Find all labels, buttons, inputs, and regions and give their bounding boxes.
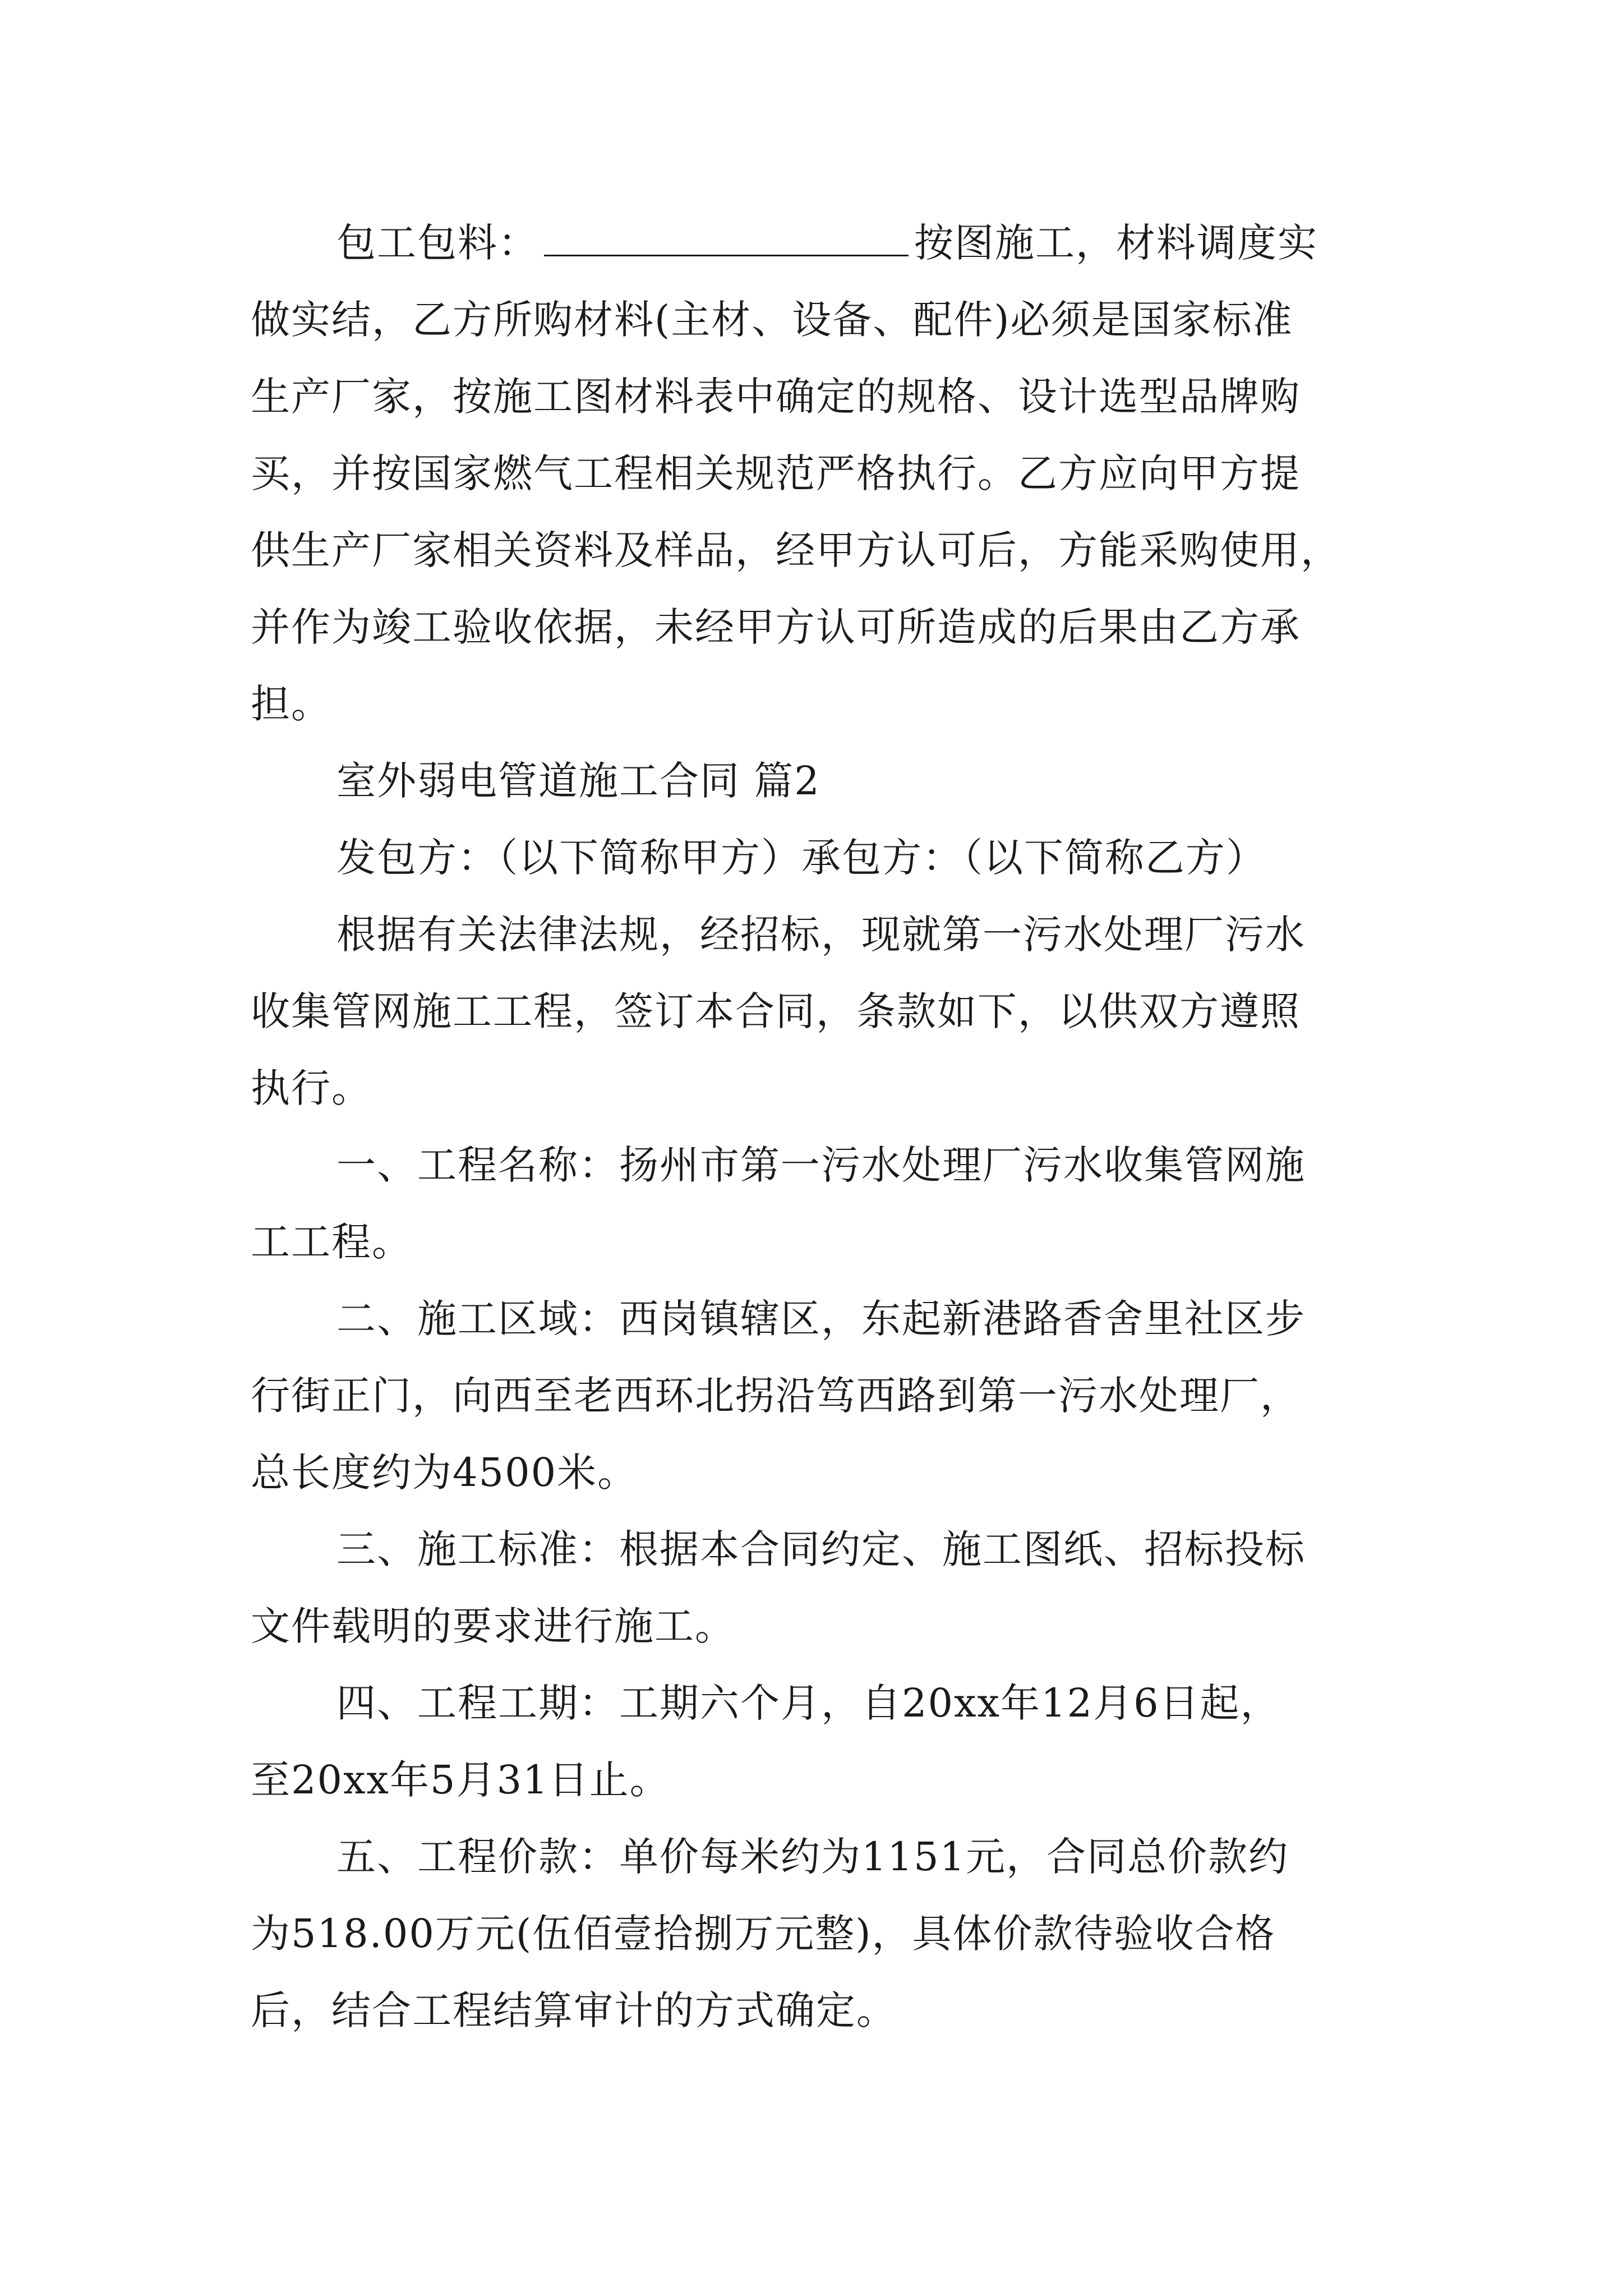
- clause-3-line-2: 文件载明的要求进行施工。: [251, 1603, 735, 1649]
- section-title: 室外弱电管道施工合同 篇2: [336, 758, 820, 804]
- clause-5-line-3: 后，结合工程结算审计的方式确定。: [251, 1987, 897, 2033]
- clause-2-line-1: 二、施工区域：西岗镇辖区，东起新港路香舍里社区步: [336, 1296, 1306, 1342]
- intro-line-3: 执行。: [251, 1065, 372, 1111]
- material-label: 包工包料：: [336, 220, 538, 266]
- paragraph-1-line-2: 做实结，乙方所购材料(主材、设备、配件)必须是国家标准: [251, 297, 1293, 343]
- clause-4-line-2: 至20xx年5月31日止。: [251, 1757, 670, 1803]
- intro-line-1: 根据有关法律法规，经招标，现就第一污水处理厂污水: [336, 912, 1306, 958]
- intro-line-2: 收集管网施工工程，签订本合同，条款如下，以供双方遵照: [251, 988, 1301, 1034]
- clause-4-line-1: 四、工程工期：工期六个月，自20xx年12月6日起，: [336, 1680, 1281, 1726]
- paragraph-1-line-3: 生产厂家，按施工图材料表中确定的规格、设计选型品牌购: [251, 374, 1301, 420]
- clause-2-line-2: 行街正门，向西至老西环北拐沿笃西路到第一污水处理厂，: [251, 1373, 1301, 1419]
- clause-1-line-2: 工工程。: [251, 1219, 412, 1265]
- clause-2-line-3: 总长度约为4500米。: [251, 1450, 638, 1496]
- paragraph-1-line-6: 并作为竣工验收依据，未经甲方认可所造成的后果由乙方承: [251, 604, 1301, 650]
- clause-5-line-2: 为518.00万元(伍佰壹拾捌万元整)，具体价款待验收合格: [251, 1911, 1276, 1957]
- clause-5-line-1: 五、工程价款：单价每米约为1151元，合同总价款约: [336, 1834, 1289, 1880]
- clause-3-line-1: 三、施工标准：根据本合同约定、施工图纸、招标投标: [336, 1526, 1306, 1572]
- paragraph-1-line-4: 买，并按国家燃气工程相关规范严格执行。乙方应向甲方提: [251, 450, 1301, 496]
- parties-line: 发包方：（以下简称甲方）承包方：（以下简称乙方）: [336, 835, 1266, 881]
- material-text: 按图施工，材料调度实: [914, 220, 1318, 266]
- paragraph-1-line-5: 供生产厂家相关资料及样品，经甲方认可后，方能采购使用，: [251, 527, 1341, 573]
- clause-1-line-1: 一、工程名称：扬州市第一污水处理厂污水收集管网施: [336, 1142, 1306, 1188]
- paragraph-1-line-1: [336, 215, 1380, 271]
- fill-in-blank: [544, 221, 909, 256]
- paragraph-1-line-7: 担。: [251, 681, 331, 727]
